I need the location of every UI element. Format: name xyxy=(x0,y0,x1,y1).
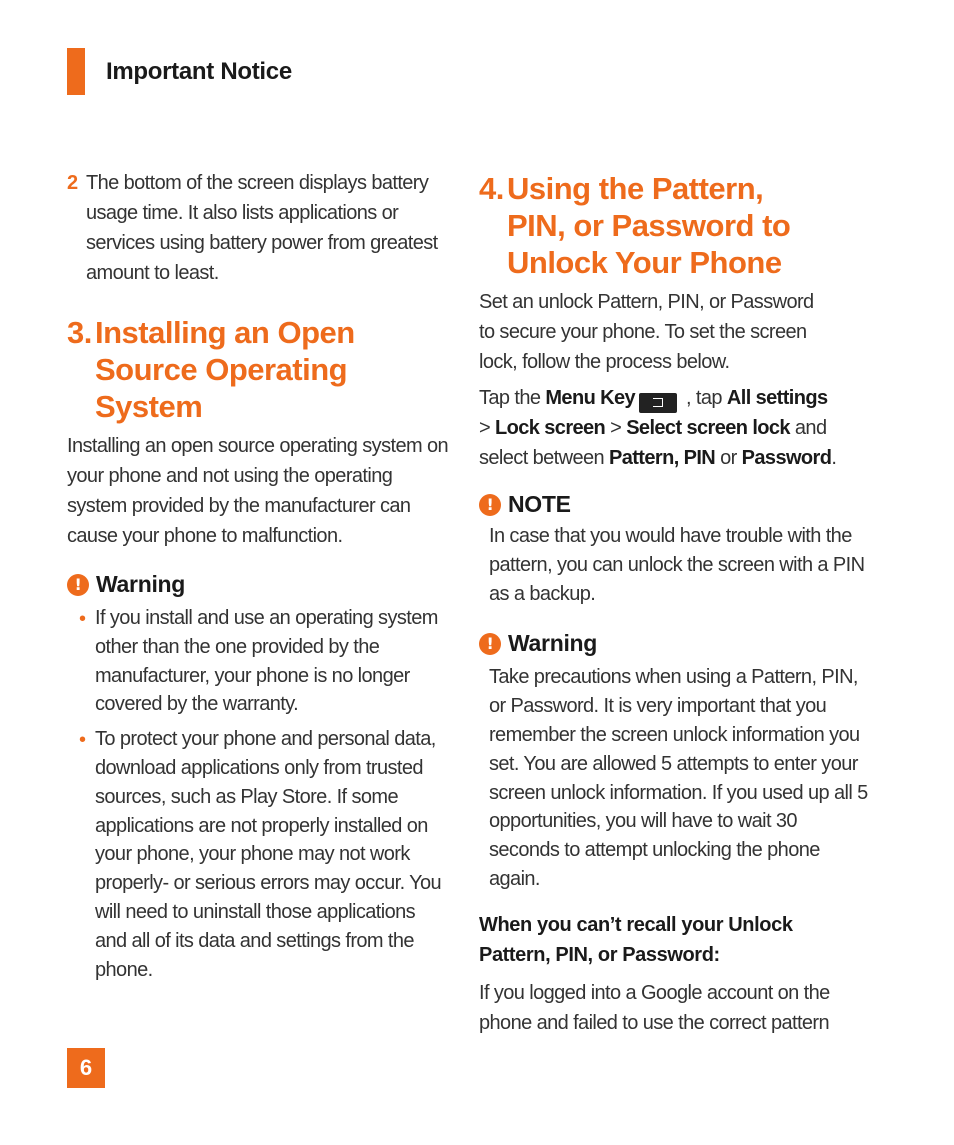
text-run: , tap xyxy=(681,387,727,409)
list-item xyxy=(67,604,449,719)
text-run: > xyxy=(479,417,496,439)
bullet-icon: • xyxy=(79,729,87,752)
text-run: Tap the xyxy=(479,387,546,409)
text-run: . xyxy=(831,447,837,469)
section-number: 3. xyxy=(67,315,92,350)
section-4-heading xyxy=(479,170,869,281)
menu-key-label: Menu Key xyxy=(545,387,636,409)
note-title: NOTE xyxy=(508,491,571,517)
section-3-heading xyxy=(67,314,449,425)
pattern-pin-label: Pattern, PIN xyxy=(608,447,716,469)
list-item xyxy=(67,725,449,984)
note-heading xyxy=(479,491,869,518)
section-number: 4. xyxy=(479,171,504,206)
note-text: In case that you would have trouble with the pattern, you can unlock the screen with a PIN as a backup. xyxy=(489,525,865,605)
warning-title: Warning xyxy=(96,571,186,597)
note-icon: ! xyxy=(479,494,501,516)
warning-icon: ! xyxy=(479,633,501,655)
select-screen-lock-label: Select screen lock xyxy=(626,417,790,439)
section-4-intro: Set an unlock Pattern, PIN, or Password to secure your phone. To set the screen lock, follow the process below. xyxy=(479,291,814,373)
right-column xyxy=(479,170,869,1038)
password-label: Password xyxy=(741,447,832,469)
warning-heading xyxy=(479,630,869,657)
text-run: or xyxy=(715,447,742,469)
unlock-instructions xyxy=(479,383,869,473)
text-run: and select between xyxy=(479,417,827,469)
section-3-body: Installing an open source operating system on your phone and not using the operating system provided by the manufacturer can cause your phone to malfunction. xyxy=(67,435,449,547)
text-run: > xyxy=(605,417,627,439)
page-number: 6 xyxy=(67,1048,105,1088)
step-text: The bottom of the screen displays battery usage time. It also lists applications or services using battery power from greatest amount to least. xyxy=(86,172,438,284)
bullet-text: If you install and use an operating system other than the one provided by the manufacturer, your phone is no longer covered by the warranty. xyxy=(95,607,438,716)
page-header-title: Important Notice xyxy=(106,58,292,85)
step-2 xyxy=(67,168,449,288)
all-settings-label: All settings xyxy=(726,387,828,409)
bullet-text: To protect your phone and personal data, download applications only from trusted sources, such as Play Store. If some applications are not properly installed on your phone, your phone may not work properly- or serious errors may occur. You will need to uninstall those applications and all of its data and settings from the phone. xyxy=(95,728,442,981)
left-column xyxy=(67,168,449,984)
section-title: Installing an Open Source Operating System xyxy=(95,315,355,424)
warning-title: Warning xyxy=(508,630,598,657)
lock-screen-label: Lock screen xyxy=(495,417,606,439)
section-title: Using the Pattern, PIN, or Password to Unlock Your Phone xyxy=(507,171,791,280)
warning-text: Take precautions when using a Pattern, PIN, or Password. It is very important that you remember the screen unlock information you set. You are allowed 5 attempts to enter your screen unlock information. If you used up all 5 opportunities, you will have to wait 30 seconds to attempt unlocking the phone again. xyxy=(489,666,868,890)
recall-heading: When you can’t recall your Unlock Pattern, PIN, or Password: xyxy=(479,913,793,966)
menu-key-icon xyxy=(639,393,677,413)
step-number: 2 xyxy=(67,172,78,194)
recall-text: If you logged into a Google account on the phone and failed to use the correct pattern xyxy=(479,981,830,1034)
header-accent-bar xyxy=(67,48,85,95)
warning-heading xyxy=(67,571,449,598)
bullet-icon: • xyxy=(79,608,87,630)
warning-icon: ! xyxy=(67,574,89,596)
